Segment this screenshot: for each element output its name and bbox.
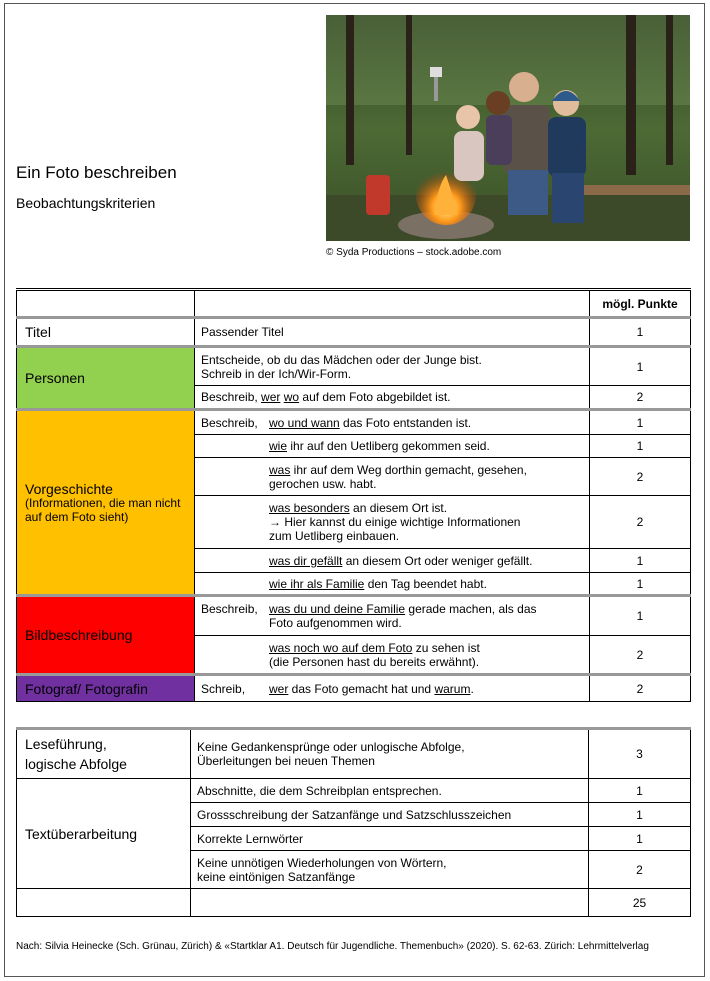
points-text-2: 1 [589,803,691,827]
category-lesefuehrung: Leseführung, logische Abfolge [17,729,191,779]
criterion-text-4: Keine unnötigen Wiederholungen von Wörtern, keine eintönigen Satzanfänge [191,851,589,889]
category-fotograf: Fotograf/ Fotografin [17,675,195,702]
row-lesefuehrung [17,729,691,779]
criterion-vorgeschichte-5: was dir gefällt an diesem Ort oder weniger gefällt. [195,549,590,573]
criterion-vorgeschichte-2: wie ihr auf den Uetliberg gekommen seid. [195,435,590,458]
row-bildbeschreibung-1 [17,596,691,636]
row-personen-1 [17,347,691,386]
category-vorgeschichte: Vorgeschichte (Informationen, die man nicht auf dem Foto sieht) [17,410,195,596]
points-vorgeschichte-6: 1 [590,573,691,596]
points-vorgeschichte-3: 2 [590,458,691,496]
row-fotograf [17,675,691,702]
criterion-fotograf: Schreib,wer das Foto gemacht hat und warum. [195,675,590,702]
text-criteria-table [16,727,691,917]
points-fotograf: 2 [590,675,691,702]
points-text-1: 1 [589,779,691,803]
criterion-vorgeschichte-6: wie ihr als Familie den Tag beendet habt. [195,573,590,596]
points-text-4: 2 [589,851,691,889]
row-text-1 [17,779,691,803]
criterion-vorgeschichte-1: Beschreib,wo und wann das Foto entstanden ist. [195,410,590,435]
points-personen-1: 1 [590,347,691,386]
category-personen: Personen [17,347,195,410]
row-titel [17,318,691,347]
points-vorgeschichte-4: 2 [590,496,691,549]
page-subtitle: Beobachtungskriterien [16,195,156,211]
points-bildbeschreibung-1: 1 [590,596,691,636]
source-footer: Nach: Silvia Heinecke (Sch. Grünau, Zürich) & «Startklar A1. Deutsch für Jugendliche. Themenbuch» (2020). S. 62-63. Zürich: Lehrmittelverlag [16,941,649,952]
category-vorgeschichte-note: (Informationen, die man nicht auf dem Foto sieht) [25,495,181,524]
photo-credit: © Syda Productions – stock.adobe.com [326,247,502,258]
family-selfie-photo [326,15,690,241]
criterion-text-1: Abschnitte, die dem Schreibplan entsprechen. [191,779,589,803]
points-personen-2: 2 [590,386,691,410]
points-bildbeschreibung-2: 2 [590,636,691,675]
criterion-lesefuehrung: Keine Gedankensprünge oder unlogische Abfolge, Überleitungen bei neuen Themen [191,729,589,779]
category-textueberarbeitung: Textüberarbeitung [17,779,191,889]
row-total [17,889,691,917]
page-title: Ein Foto beschreiben [16,163,177,182]
category-bildbeschreibung: Bildbeschreibung [17,596,195,675]
category-titel: Titel [17,318,195,347]
table-header-row [17,290,691,318]
points-titel: 1 [590,318,691,347]
criterion-text-3: Korrekte Lernwörter [191,827,589,851]
criterion-vorgeschichte-3: was ihr auf dem Weg dorthin gemacht, gesehen, gerochen usw. habt. [195,458,590,496]
criteria-table [16,288,691,702]
criterion-titel: Passender Titel [195,318,590,347]
points-lesefuehrung: 3 [589,729,691,779]
criterion-personen-1: Entscheide, ob du das Mädchen oder der Junge bist. Schreib in der Ich/Wir-Form. [195,347,590,386]
criterion-bildbeschreibung-2: was noch wo auf dem Foto zu sehen ist (die Personen hast du bereits erwähnt). [195,636,590,675]
points-total: 25 [589,889,691,917]
criterion-bildbeschreibung-1: Beschreib,was du und deine Familie gerade machen, als das Foto aufgenommen wird. [195,596,590,636]
criterion-personen-2: Beschreib, wer wo auf dem Foto abgebildet ist. [195,386,590,410]
points-vorgeschichte-1: 1 [590,410,691,435]
points-vorgeschichte-5: 1 [590,549,691,573]
criterion-text-2: Grossschreibung der Satzanfänge und Satzschlusszeichen [191,803,589,827]
points-text-3: 1 [589,827,691,851]
points-header: mögl. Punkte [590,290,691,318]
row-vorgeschichte-1 [17,410,691,435]
points-vorgeschichte-2: 1 [590,435,691,458]
criterion-vorgeschichte-4: was besonders an diesem Ort ist. → Hier kannst du einige wichtige Informationen zum Uetliberg einbauen. [195,496,590,549]
